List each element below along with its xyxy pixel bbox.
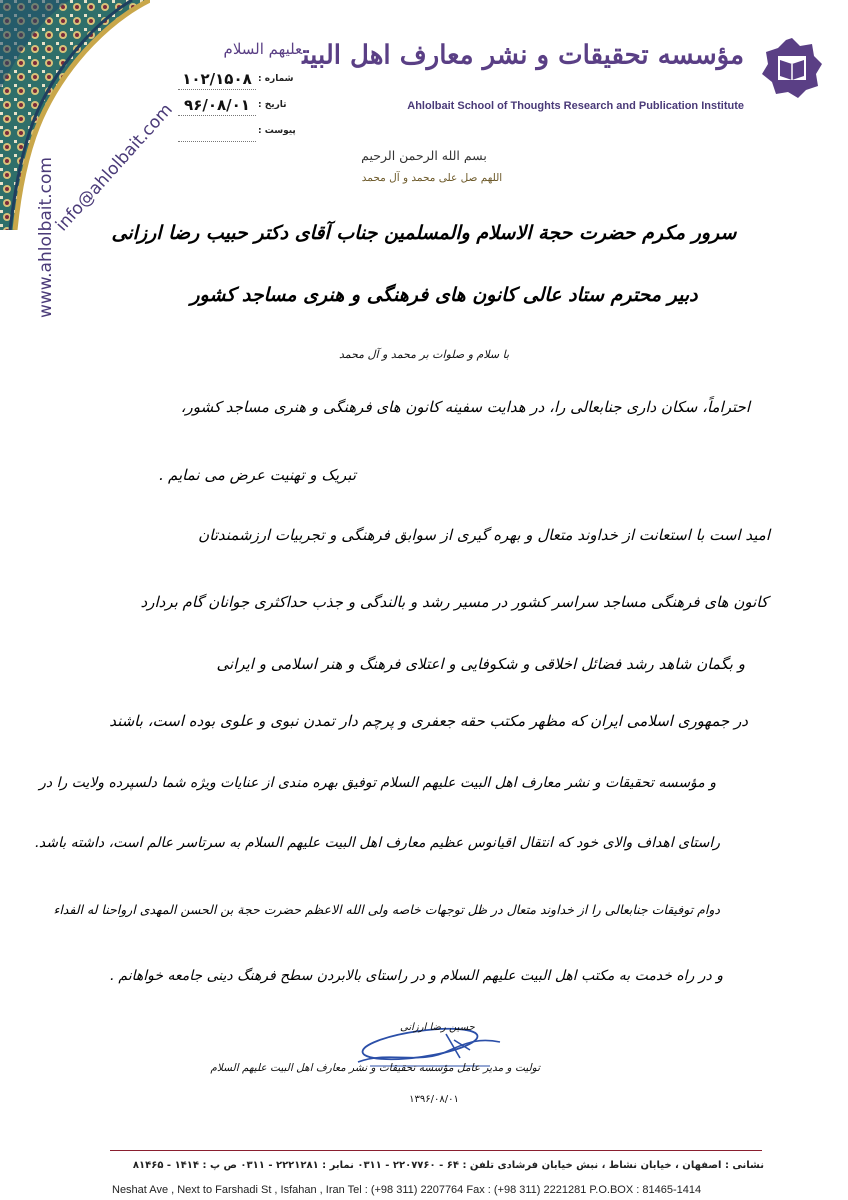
addressee-line-1: سرور مکرم حضرت حجة الاسلام والمسلمین جناب آقای دکتر حبیب رضا ارزانی — [111, 222, 737, 244]
addressee-line-2: دبیر محترم ستاد عالی کانون های فرهنگی و هنری مساجد کشور — [190, 284, 698, 306]
signature-block — [210, 1020, 540, 1130]
reference-date-row — [178, 96, 298, 122]
reference-attachment-value — [178, 122, 256, 142]
institute-emblem-icon — [760, 36, 824, 100]
body-line: راستای اهداف والای خود که انتقال اقیانوس عظیم معارف اهل البیت علیهم السلام به سرتاسر عالم است، داشته باشد. — [34, 835, 720, 851]
footer-rule — [110, 1150, 762, 1151]
reference-number-label: شماره : — [258, 74, 294, 84]
body-line: و بگمان شاهد رشد فضائل اخلاقی و شکوفایی و اعتلای فرهنگ و هنر اسلامی و ایرانی — [216, 655, 745, 673]
footer-address-fa: نشانی : اصفهان ، خیابان نشاط ، نبش خیابان فرشادی تلفن : ۶۴ - ۲۲۰۷۷۶۰ - ۰۳۱۱ نمابر : ۲۲۲۱۲۸۱ - ۰۳۱۱ ص پ : ۱۴۱۴ - ۸۱۴۶۵ — [132, 1160, 764, 1171]
body-line: تبریک و تهنیت عرض می نمایم . — [158, 466, 356, 484]
institute-name-en: Ahlolbait School of Thoughts Research and Publication Institute — [407, 100, 744, 112]
signature-date: ۱۳۹۶/۰۸/۰۱ — [409, 1094, 459, 1105]
body-line: در جمهوری اسلامی ایران که مظهر مکتب حقه جعفری و پرچم دار تمدن نبوی و علوی بوده است، باشند — [109, 712, 748, 730]
institute-name-fa — [224, 40, 744, 71]
side-email: info@ahlolbait.com — [52, 99, 177, 236]
side-website: www.ahlolbait.com — [36, 157, 56, 318]
reference-number-row — [178, 70, 298, 96]
reference-attachment-label: پیوست : — [258, 126, 296, 136]
reference-number-value: ۱۰۲/۱۵۰۸ — [178, 70, 256, 90]
reference-attachment-row — [178, 122, 298, 148]
greeting: با سلام و صلوات بر محمد و آل محمد — [338, 348, 510, 361]
reference-fields — [178, 70, 298, 148]
salawat: اللهم صل علی محمد و آل محمد — [361, 172, 503, 184]
footer-address-en: Neshat Ave , Next to Farshadi St , Isfahan , Iran Tel : (+98 311) 2207764 Fax : (+98 311) 2221281 P.O.BOX : 81465-1414 — [112, 1184, 702, 1196]
reference-date-label: تاریخ : — [258, 100, 287, 110]
institute-name-honorific: علیهم السلام — [223, 40, 303, 58]
reference-date-value: ۹۶/۰۸/۰۱ — [178, 96, 256, 116]
body-line: و مؤسسه تحقیقات و نشر معارف اهل البیت علیهم السلام توفیق بهره مندی از عنایات ویژه شما دلسپرده ولایت را در — [39, 775, 716, 791]
body-line: کانون های فرهنگی مساجد سراسر کشور در مسیر رشد و بالندگی و جذب حداکثری جوانان گام بردارد — [140, 593, 768, 611]
signature-title: تولیت و مدیر عامل مؤسسه تحقیقات و نشر معارف اهل البیت علیهم السلام — [210, 1062, 540, 1074]
body-line: امید است با استعانت از خداوند متعال و بهره گیری از سوابق فرهنگی و تجربیات ارزشمندتان — [198, 526, 770, 544]
institute-name-fa-text: مؤسسه تحقیقات و نشر معارف اهل البیت — [302, 40, 744, 71]
body-line: دوام توفیقات جنابعالی را از خداوند متعال در ظل توجهات خاصه ولی الله الاعظم حضرت حجة بن الحسن المهدی ارواحنا له الفداء — [53, 902, 720, 917]
body-line: احتراماً، سکان داری جنابعالی را، در هدایت سفینه کانون های فرهنگی و هنری مساجد کشور، — [180, 398, 750, 416]
bismillah: بسم الله الرحمن الرحیم — [361, 148, 487, 163]
body-line: و در راه خدمت به مکتب اهل البیت علیهم السلام و در راستای بالابردن سطح فرهنگ دینی جامعه خواهانم . — [109, 968, 723, 984]
signature-name: حسین رضا ارزانی — [400, 1022, 475, 1033]
